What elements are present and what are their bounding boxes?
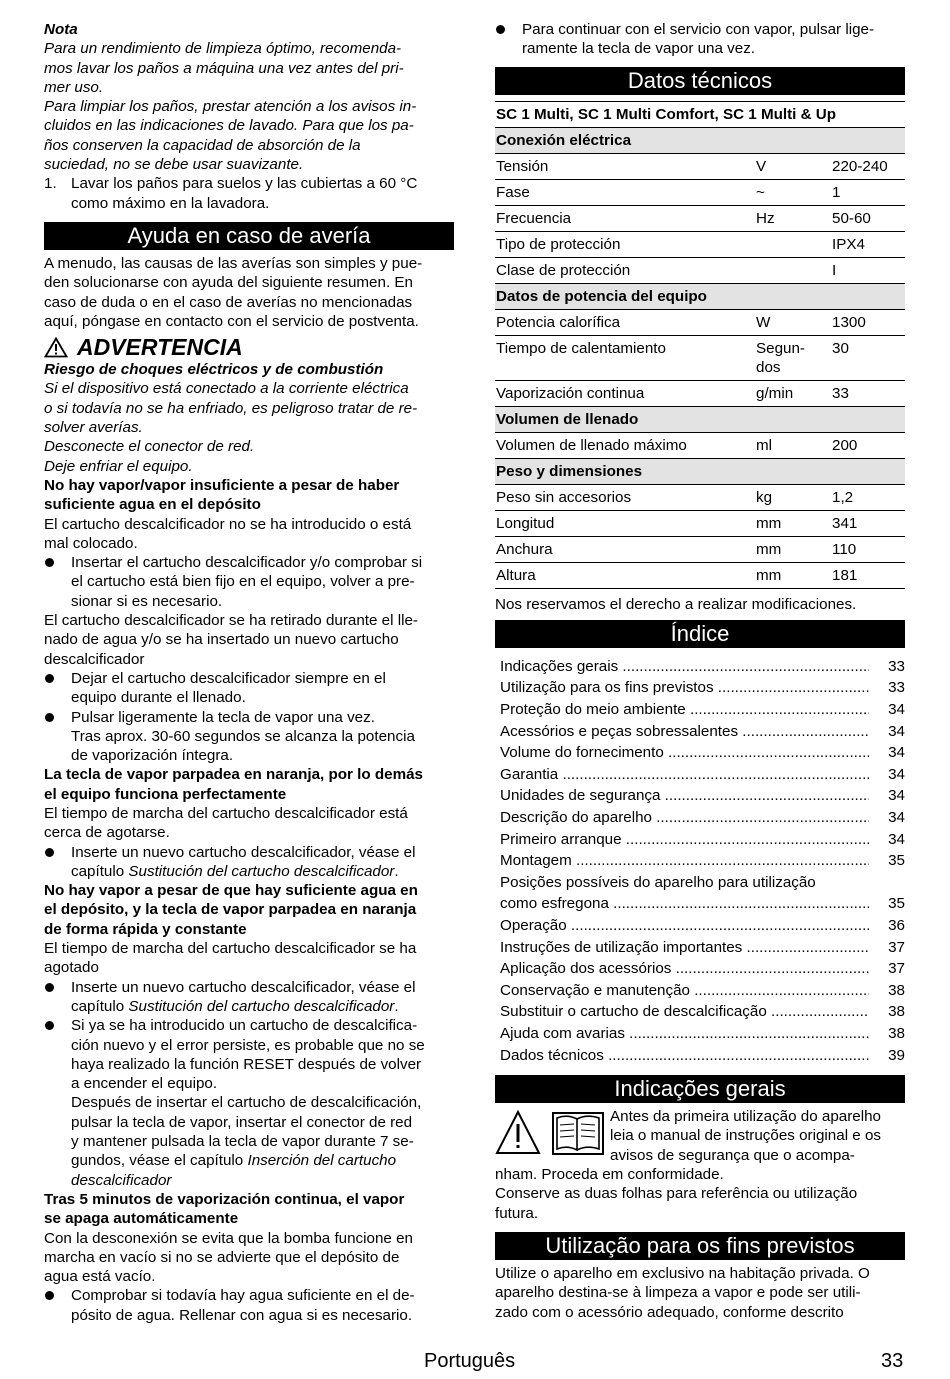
toc-page: 38 [888, 1024, 905, 1042]
toc-entry[interactable] [500, 1001, 905, 1023]
text-line: Antes da primeira utilização do aparelho [610, 1108, 882, 1126]
text-line: ramente la tecla de vapor una vez. [522, 40, 756, 58]
spec-unit [755, 335, 831, 380]
text-fragment: capítulo [71, 862, 129, 880]
spec-value: 30 [831, 335, 905, 380]
toc-title: Substituir o cartucho de descalcificação ..... [500, 1003, 869, 1020]
toc-title: Unidades de segurança ..... [500, 787, 869, 804]
text-line: cerca de agotarse. [44, 824, 170, 842]
text-line: agua está vacío. [44, 1268, 156, 1286]
bullet-item [44, 1286, 454, 1325]
page-number: 33 [881, 1350, 904, 1372]
step-number: 1. [44, 175, 57, 193]
spec-value: 220-240 [831, 153, 905, 179]
text-line: nado de agua y/o se ha insertado un nuevo cartucho [44, 631, 399, 649]
text-line: La tecla de vapor parpadea en naranja, por lo demás [44, 766, 423, 784]
spec-value: I [831, 257, 905, 283]
text-fragment: capítulo [71, 997, 129, 1015]
utilizacao-text [495, 1264, 905, 1322]
nota-line: mer uso. [44, 78, 104, 96]
warning-subtitle: Riesgo de choques eléctricos y de combustión [44, 361, 384, 379]
nota-line: Para limpiar los paños, prestar atención a los avisos in- [44, 98, 417, 116]
table-row [495, 335, 905, 380]
text-line: Para continuar con el servicio con vapor, pulsar lige- [522, 21, 875, 38]
unit-line: Segun- [756, 339, 805, 357]
spec-unit: W [755, 309, 831, 335]
text-line: Inserte un nuevo cartucho descalcificador, véase el [71, 843, 416, 861]
step-line: Lavar los paños para suelos y las cubiertas a 60 °C [71, 175, 418, 193]
text-line: solver averías. [44, 419, 143, 437]
table-section-row [495, 458, 905, 484]
text-line: suficiente agua en el depósito [44, 496, 261, 514]
toc-entry[interactable] [500, 721, 905, 743]
table-row [495, 257, 905, 283]
toc-page: 33 [888, 679, 905, 697]
bullet-icon [44, 843, 71, 882]
spec-label: Tipo de protección [495, 231, 755, 257]
spec-unit: kg [755, 484, 831, 510]
left-column [44, 20, 454, 1325]
toc-title: Operação ..... [500, 917, 869, 934]
toc-entry[interactable] [500, 699, 905, 721]
bullet-item [44, 553, 454, 611]
text-line: el equipo funciona perfectamente [44, 785, 287, 803]
text-line: se apaga automáticamente [44, 1210, 239, 1228]
table-row [495, 484, 905, 510]
toc-entry[interactable] [500, 785, 905, 807]
text-line: y mantener pulsada la tecla de vapor durante 7 se- [71, 1133, 414, 1151]
bullet-item [44, 669, 454, 708]
spec-label: Tensión [495, 153, 755, 179]
text-line: El cartucho descalcificador no se ha introducido o está [44, 515, 412, 533]
text-line: El tiempo de marcha del cartucho descalcificador se ha [44, 940, 417, 958]
toc-title: Proteção do meio ambiente ..... [500, 701, 869, 718]
toc-title: Ajuda com avarias ..... [500, 1025, 869, 1042]
bullet-icon [44, 708, 71, 766]
section-label: Conexión eléctrica [495, 127, 905, 153]
nota-line: cluidos en las indicaciones de lavado. Para que los pa- [44, 117, 414, 135]
nota-title: Nota [44, 21, 78, 38]
spec-unit: Hz [755, 205, 831, 231]
chapter-reference: Sustitución del cartucho descalcificador [128, 997, 395, 1015]
text-line: marcha en vacío si no se advierte que el depósito de [44, 1248, 400, 1266]
spec-unit: mm [755, 536, 831, 562]
section-label: Volumen de llenado [495, 406, 905, 432]
text-line: Comprobar si todavía hay agua suficiente en el de- [71, 1287, 415, 1305]
table-section-row [495, 127, 905, 153]
toc-entry[interactable] [500, 980, 905, 1002]
chapter-reference: Sustitución del cartucho descalcificador [128, 862, 395, 880]
table-row [495, 432, 905, 458]
section-label: Peso y dimensiones [495, 458, 905, 484]
text-line: Tras 5 minutos de vaporización continua, el vapor [44, 1190, 405, 1208]
step-line: como máximo en la lavadora. [71, 194, 270, 212]
toc-title: Aplicação dos acessórios ..... [500, 960, 869, 977]
heading-ayuda: Ayuda en caso de avería [44, 222, 454, 250]
warning-and-manual-icon [495, 1109, 605, 1157]
toc-title: Conservação e manutenção ..... [500, 982, 869, 999]
spec-value: 50-60 [831, 205, 905, 231]
toc-page: 37 [888, 938, 905, 956]
warning-text [44, 379, 454, 475]
toc-entry[interactable] [500, 958, 905, 980]
spec-value: 1300 [831, 309, 905, 335]
bullet-icon [44, 1286, 71, 1325]
spec-label: Clase de protección [495, 257, 755, 283]
spec-unit: mm [755, 562, 831, 588]
spec-value: 1,2 [831, 484, 905, 510]
text-line: a encender el equipo. [71, 1075, 218, 1093]
tech-data-table [495, 101, 905, 589]
text-line: equipo durante el llenado. [71, 689, 246, 707]
text-line: Dejar el cartucho descalcificador siempre en el [71, 669, 386, 687]
toc-page: 34 [888, 701, 905, 719]
toc-title: Descrição do aparelho ..... [500, 809, 869, 826]
text-line: No hay vapor a pesar de que hay suficiente agua en [44, 882, 418, 900]
warning-heading [44, 334, 454, 360]
table-row [495, 536, 905, 562]
chapter-reference: Inserción del cartucho [247, 1152, 397, 1170]
text-fragment: gundos, véase el capítulo [71, 1152, 248, 1170]
toc-page: 34 [888, 830, 905, 848]
heading-datos-tecnicos: Datos técnicos [495, 67, 905, 95]
spec-label: Anchura [495, 536, 755, 562]
spec-value: IPX4 [831, 231, 905, 257]
spec-unit [755, 257, 831, 283]
text-line: o si todavía no se ha enfriado, es peligroso tratar de re- [44, 399, 418, 417]
table-row [495, 380, 905, 406]
spec-value: 200 [831, 432, 905, 458]
spec-unit: V [755, 153, 831, 179]
table-row [495, 179, 905, 205]
text-line: aparelho destina-se à limpeza a vapor e pode ser utili- [495, 1284, 861, 1302]
toc-entry[interactable] [500, 764, 905, 786]
bullet-icon [495, 20, 522, 59]
spec-label: Vaporización continua [495, 380, 755, 406]
text-line: agotado [44, 959, 99, 977]
text-fragment: . [394, 997, 399, 1015]
bullet-item [44, 843, 454, 882]
table-section-row [495, 283, 905, 309]
toc-entry[interactable] [500, 677, 905, 699]
text-line: pósito de agua. Rellenar con agua si es necesario. [71, 1306, 413, 1324]
toc-page: 39 [888, 1046, 905, 1064]
toc-title: como esfregona ..... [500, 895, 869, 912]
toc-page: 35 [888, 895, 905, 913]
text-line: de forma rápida y constante [44, 920, 247, 938]
bullet-icon [44, 1016, 71, 1190]
text-line [71, 997, 415, 1016]
toc-title: Volume do fornecimento ..... [500, 744, 869, 761]
bullet-item [44, 1016, 454, 1190]
spec-unit [755, 231, 831, 257]
text-line: futura. [495, 1204, 539, 1222]
text-line: Con la desconexión se evita que la bomba funcione en [44, 1229, 413, 1247]
toc-entry[interactable] [500, 850, 905, 872]
warning-triangle-icon [44, 337, 68, 358]
section-label: Datos de potencia del equipo [495, 283, 905, 309]
toc-title: Primeiro arranque ..... [500, 831, 869, 848]
heading-utilizacao: Utilização para os fins previstos [495, 1232, 905, 1260]
spec-label: Fase [495, 179, 755, 205]
spec-label: Volumen de llenado máximo [495, 432, 755, 458]
toc-page: 34 [888, 722, 905, 740]
spec-label: Longitud [495, 510, 755, 536]
table-row [495, 510, 905, 536]
ayuda-intro [44, 254, 454, 331]
text-line: Pulsar ligeramente la tecla de vapor una vez. [71, 708, 375, 726]
spec-value: 110 [831, 536, 905, 562]
spec-unit: ml [755, 432, 831, 458]
text-line: caso de duda o en el caso de averías no mencionadas [44, 293, 413, 311]
text-line: nham. Proceda em conformidade. [495, 1166, 724, 1184]
fault-heading-3 [44, 881, 454, 939]
nota-line: suciedad, no se debe usar suavizante. [44, 156, 304, 174]
toc-title: Instruções de utilização importantes ..... [500, 939, 869, 956]
tech-data-body [495, 101, 905, 588]
spec-value: 1 [831, 179, 905, 205]
toc-title: Indicações gerais ..... [500, 658, 869, 675]
spec-unit: g/min [755, 380, 831, 406]
toc-page: 38 [888, 981, 905, 999]
table-of-contents [495, 656, 905, 1066]
spec-label: Potencia calorífica [495, 309, 755, 335]
nota-line: mos lavar los paños a máquina una vez antes del pri- [44, 59, 404, 77]
table-row [495, 205, 905, 231]
toc-entry[interactable] [500, 1023, 905, 1045]
spec-unit: mm [755, 510, 831, 536]
text-line: Si ya se ha introducido un cartucho de descalcifica- [71, 1017, 418, 1035]
nota-text [44, 39, 454, 174]
text-line: El cartucho descalcificador se ha retirado durante el lle- [44, 612, 418, 630]
bullet-icon [44, 669, 71, 708]
bullet-item [44, 978, 454, 1017]
toc-entry[interactable] [500, 937, 905, 959]
toc-entry[interactable] [500, 829, 905, 851]
text-line: el cartucho está bien fijo en el equipo, volver a pre- [71, 573, 415, 591]
text-line: Desconecte el conector de red. [44, 438, 255, 456]
text-line: avisos de segurança que o acompa- [610, 1146, 855, 1164]
bullet-item [44, 708, 454, 766]
nota-line: Para un rendimiento de limpieza óptimo, recomenda- [44, 40, 402, 58]
table-section-row [495, 406, 905, 432]
text-line: Conserve as duas folhas para referência ou utilização [495, 1185, 858, 1203]
toc-title: Garantia ..... [500, 766, 869, 783]
spec-label: Peso sin accesorios [495, 484, 755, 510]
table-row [495, 153, 905, 179]
toc-title: Posições possíveis do aparelho para utilização [500, 873, 816, 891]
text-line: Tras aprox. 30-60 segundos se alcanza la potencia [71, 727, 415, 745]
spec-label: Tiempo de calentamiento [495, 335, 755, 380]
toc-page: 36 [888, 917, 905, 935]
spec-value: 33 [831, 380, 905, 406]
spec-value: 341 [831, 510, 905, 536]
chapter-reference: descalcificador [71, 1171, 172, 1189]
text-line: Inserte un nuevo cartucho descalcificador, véase el [71, 978, 416, 996]
spec-value: 181 [831, 562, 905, 588]
right-column [495, 20, 905, 1322]
toc-entry[interactable] [500, 872, 905, 915]
toc-page: 33 [888, 657, 905, 675]
text-line: Utilize o aparelho em exclusivo na habitação privada. O [495, 1264, 870, 1282]
toc-group [500, 656, 905, 872]
heading-indicacoes-gerais: Indicações gerais [495, 1075, 905, 1103]
numbered-step [44, 174, 454, 213]
text-line: zado com o acessório adequado, conforme descrito [495, 1303, 844, 1321]
text-line: de vaporización íntegra. [71, 747, 234, 765]
text-line [71, 1151, 425, 1170]
toc-entry[interactable] [500, 1045, 905, 1067]
bullet-item [495, 20, 905, 59]
bullet-icon [44, 978, 71, 1017]
text-line: Si el dispositivo está conectado a la corriente eléctrica [44, 380, 409, 398]
spec-unit: ~ [755, 179, 831, 205]
text-line: leia o manual de instruções original e os [610, 1127, 882, 1145]
fault-heading-4 [44, 1190, 454, 1229]
text-line [71, 862, 415, 881]
fault-heading-2 [44, 765, 454, 804]
spec-label: Frecuencia [495, 205, 755, 231]
fault-heading-1 [44, 476, 454, 515]
bullet-icon [44, 553, 71, 611]
text-fragment: . [394, 862, 399, 880]
warning-title: ADVERTENCIA [77, 334, 243, 361]
toc-title: Utilização para os fins previstos ..... [500, 679, 869, 696]
text-line: den solucionarse con ayuda del siguiente resumen. En [44, 274, 413, 292]
reservation-note: Nos reservamos el derecho a realizar modificaciones. [495, 595, 857, 613]
nota-line: ños conserven la capacidad de absorción de la [44, 136, 361, 154]
table-row [495, 231, 905, 257]
toc-page: 34 [888, 744, 905, 762]
text-line: No hay vapor/vapor insuficiente a pesar de haber [44, 476, 400, 494]
toc-entry[interactable] [500, 656, 905, 678]
text-line: ción nuevo y el error persiste, es probable que no se [71, 1036, 425, 1054]
toc-page: 35 [888, 852, 905, 870]
footer-language: Português [424, 1350, 516, 1372]
text-line: descalcificador [44, 650, 145, 668]
text-line: el depósito, y la tecla de vapor parpadea en naranja [44, 901, 417, 919]
toc-page: 37 [888, 960, 905, 978]
table-row [495, 309, 905, 335]
toc-page: 34 [888, 765, 905, 783]
text-line: El tiempo de marcha del cartucho descalcificador está [44, 804, 408, 822]
table-title-row [495, 101, 905, 127]
toc-entry[interactable] [500, 807, 905, 829]
unit-line: dos [756, 358, 781, 376]
table-row [495, 562, 905, 588]
toc-title: Acessórios e peças sobressalentes ..... [500, 723, 869, 740]
text-line: Insertar el cartucho descalcificador y/o comprobar si [71, 554, 423, 572]
toc-page: 34 [888, 809, 905, 827]
text-line: sionar si es necesario. [71, 592, 223, 610]
text-line: Deje enfriar el equipo. [44, 457, 193, 475]
heading-indice: Índice [495, 620, 905, 648]
toc-entry[interactable] [500, 915, 905, 937]
text-line: pulsar la tecla de vapor, insertar el conector de red [71, 1113, 413, 1131]
toc-title: Dados técnicos ..... [500, 1047, 869, 1064]
text-line: haya realizado la función RESET después de volver [71, 1055, 422, 1073]
toc-entry[interactable] [500, 742, 905, 764]
text-line: mal colocado. [44, 534, 138, 552]
general-notes [495, 1107, 905, 1223]
table-title: SC 1 Multi, SC 1 Multi Comfort, SC 1 Multi & Up [495, 101, 905, 127]
toc-page: 34 [888, 787, 905, 805]
text-line: aquí, póngase en contacto con el servicio de postventa. [44, 312, 419, 330]
text-line: Después de insertar el cartucho de descalcificación, [71, 1094, 422, 1112]
toc-title: Montagem ..... [500, 852, 869, 869]
toc-page: 38 [888, 1003, 905, 1021]
spec-label: Altura [495, 562, 755, 588]
toc-group [500, 915, 905, 1066]
text-line: A menudo, las causas de las averías son simples y pue- [44, 254, 423, 272]
